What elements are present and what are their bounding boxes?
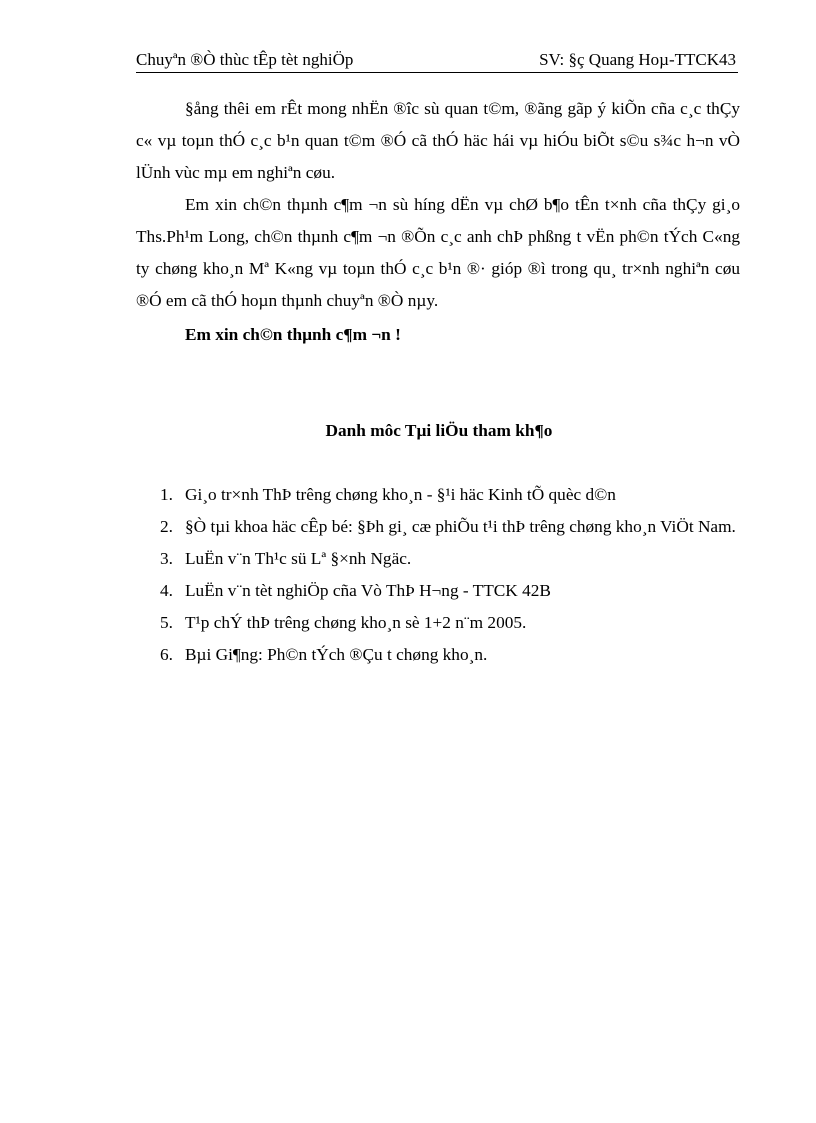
paragraph-thanks-supervisor: Em xin ch©n thµnh c¶m ¬n sù híng dËn vµ chØ b¶o tÊn t×nh cña thÇy gi¸o Ths.Ph¹m Long, ch©n thµnh c¶m ¬n ®Õn c¸c anh chÞ phßng t vËn ph©n tÝch C«ng ty chøng kho¸n Mª K«ng vµ toµn thÓ c¸c b¹n ®· gióp ®ì trong qu¸ tr×nh nghiªn cøu ®Ó em cã thÓ hoµn thµnh chuyªn ®Ò nµy. xyxy=(136,195,740,310)
references-title: Danh môc Tµi liÖu tham kh¶o xyxy=(325,421,553,440)
reference-number: 6. xyxy=(160,645,173,664)
reference-item xyxy=(160,607,740,639)
reference-item xyxy=(160,575,740,607)
reference-number: 3. xyxy=(160,549,173,568)
reference-item xyxy=(160,639,740,671)
reference-number: 4. xyxy=(160,581,173,600)
references-list xyxy=(160,479,740,671)
reference-number: 2. xyxy=(160,517,173,536)
header-student: SV: §ç Quang Hoµ-TTCK43 xyxy=(539,50,736,69)
reference-item xyxy=(160,511,740,543)
reference-number: 1. xyxy=(160,485,173,504)
page-header xyxy=(136,48,738,73)
reference-text: LuËn v¨n tèt nghiÖp cña Vò ThÞ H¬ng - TTCK 42B xyxy=(185,581,551,600)
reference-text: T¹p chÝ thÞ trêng chøng kho¸n sè 1+2 n¨m 2005. xyxy=(185,613,527,632)
reference-text: §Ò tµi khoa häc cÊp bé: §Þh gi¸ cæ phiÕu t¹i thÞ trêng chøng kho¸n ViÖt Nam. xyxy=(185,517,736,536)
reference-item xyxy=(160,479,740,511)
header-title: Chuyªn ®Ò thùc tÊp tèt nghiÖp xyxy=(136,50,354,69)
reference-number: 5. xyxy=(160,613,173,632)
paragraph-thanks-feedback: §ång thêi em rÊt mong nhËn ®îc sù quan t©m, ®ãng gãp ý kiÕn cña c¸c thÇy c« vµ toµn thÓ c¸c b¹n quan t©m ®Ó cã thÓ häc hái vµ hiÓu biÕt s©u s¾c h¬n vÒ lÜnh vùc mµ em nghiªn cøu. xyxy=(136,99,740,182)
reference-text: Gi¸o tr×nh ThÞ trêng chøng kho¸n - §¹i häc Kinh tÕ quèc d©n xyxy=(185,485,616,504)
reference-text: LuËn v¨n Th¹c sü Lª §×nh Ngäc. xyxy=(185,549,412,568)
paragraph-closing-thanks: Em xin ch©n thµnh c¶m ¬n ! xyxy=(185,325,401,344)
reference-item xyxy=(160,543,740,575)
reference-text: Bµi Gi¶ng: Ph©n tÝch ®Çu t chøng kho¸n. xyxy=(185,645,488,664)
